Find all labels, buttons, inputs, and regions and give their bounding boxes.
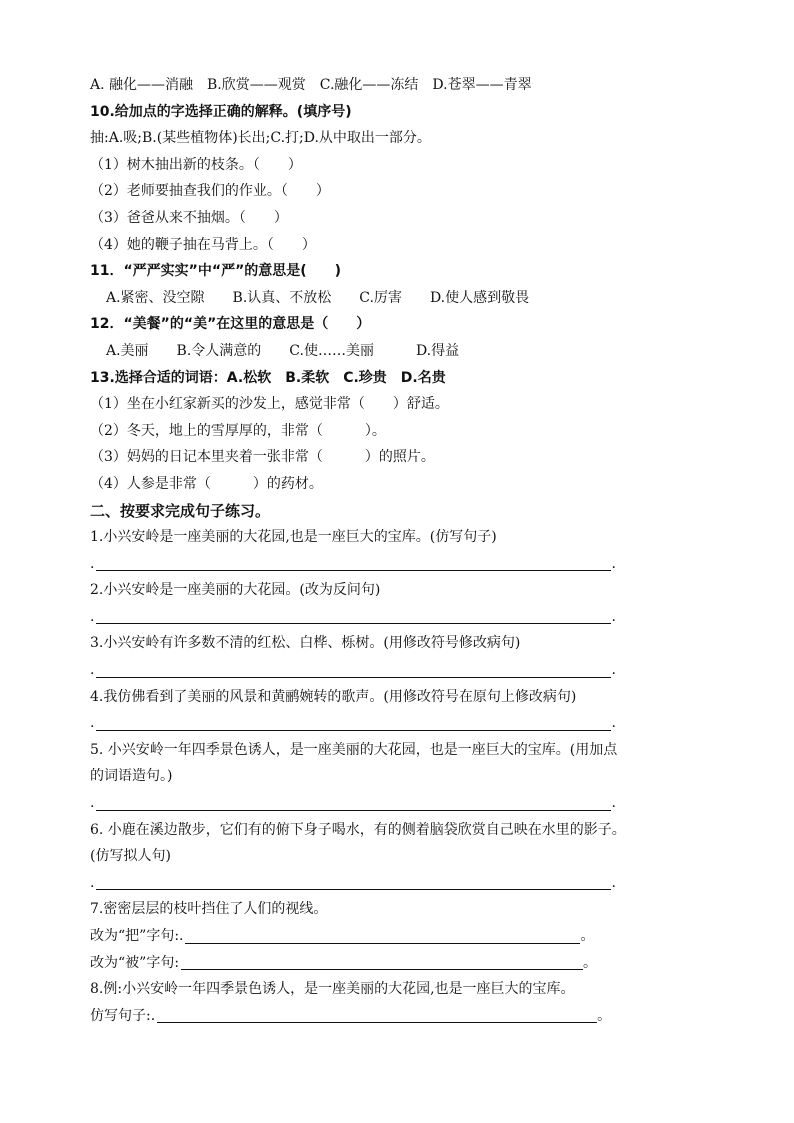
answer-line[interactable] xyxy=(96,712,611,731)
q13-item-2: （2）冬天，地上的雪厚厚的，非常（ ）。 xyxy=(90,422,386,439)
answer-line[interactable] xyxy=(96,792,611,811)
q13-item-3: （3）妈妈的日记本里夹着一张非常（ ）的照片。 xyxy=(90,449,435,466)
answer-line[interactable] xyxy=(185,925,580,944)
q9-options: A. 融化——消融 B.欣赏——观赏 C.融化——冻结 D.苍翠——青翠 xyxy=(90,77,532,93)
s2-answer-2[interactable]: . . xyxy=(90,604,720,631)
s2-answer-7-bei[interactable]: 改为“被”字句: 。 xyxy=(90,950,720,977)
q13-title: 13.选择合适的词语：A.松软 B.柔软 C.珍贵 D.名贵 xyxy=(90,369,446,386)
s2-answer-1[interactable]: . . xyxy=(90,551,720,578)
q10-title: 10.给加点的字选择正确的解释。(填序号) xyxy=(90,103,352,120)
q13-item-1: （1）坐在小红家新买的沙发上，感觉非常（ ）舒适。 xyxy=(90,396,449,413)
s2-item-7: 7.密密层层的枝叶挡住了人们的视线。 xyxy=(90,901,328,918)
s2-answer-7-ba[interactable]: 改为“把”字句:. 。 xyxy=(90,923,720,950)
s2-item-5: 5. 小兴安岭一年四季景色诱人，是一座美丽的大花园，也是一座巨大的宝库。(用加点 xyxy=(90,741,618,758)
s2-item-5-cont: 的词语造句。) xyxy=(90,768,173,785)
q10-item-2: （2）老师要抽查我们的作业。（ ） xyxy=(90,183,330,200)
q13-item-4: （4）人参是非常（ ）的药材。 xyxy=(90,475,323,492)
s2-item-3: 3.小兴安岭有许多数不清的红松、白桦、栎树。(用修改符号修改病句) xyxy=(90,635,521,652)
q10-definition: 抽:A.吸;B.(某些植物体)长出;C.打;D.从中取出一部分。 xyxy=(90,130,431,147)
answer-line[interactable] xyxy=(96,552,611,571)
answer-line[interactable] xyxy=(96,659,611,678)
s2-item-2: 2.小兴安岭是一座美丽的大花园。(改为反问句) xyxy=(90,582,381,599)
answer-line[interactable] xyxy=(181,951,583,970)
q10-item-1: （1）树木抽出新的枝条。（ ） xyxy=(90,156,302,173)
s2-answer-4[interactable]: . . xyxy=(90,710,720,737)
answer-line[interactable] xyxy=(96,605,611,624)
q12-title: 12．“美餐”的“美”在这里的意思是（ ） xyxy=(90,316,371,333)
worksheet-page xyxy=(90,72,720,1029)
s2-item-4: 4.我仿佛看到了美丽的风景和黄鹂婉转的歌声。(用修改符号在原句上修改病句) xyxy=(90,688,577,705)
q10-item-3: （3）爸爸从来不抽烟。（ ） xyxy=(90,209,288,226)
s2-answer-5[interactable]: . . xyxy=(90,790,720,817)
answer-line[interactable] xyxy=(157,1004,597,1023)
q12-options: A.美丽 B.令人满意的 C.使……美丽 D.得益 xyxy=(106,342,460,359)
section2-title: 二、按要求完成句子练习。 xyxy=(90,501,271,520)
s2-item-1: 1.小兴安岭是一座美丽的大花园,也是一座巨大的宝库。(仿写句子) xyxy=(90,529,497,546)
s2-item-8: 8.例:小兴安岭一年四季景色诱人，是一座美丽的大花园,也是一座巨大的宝库。 xyxy=(90,981,575,998)
s2-item-6: 6. 小鹿在溪边散步，它们有的俯下身子喝水，有的侧着脑袋欣赏自己映在水里的影子。 xyxy=(90,821,626,838)
q11-title: 11．“严严实实”中“严”的意思是( ) xyxy=(90,263,342,280)
q10-item-4: （4）她的鞭子抽在马背上。（ ） xyxy=(90,236,316,253)
q11-options: A.紧密、没空隙 B.认真、不放松 C.厉害 D.使人感到敬畏 xyxy=(106,289,530,306)
s2-answer-6[interactable]: . . xyxy=(90,870,720,897)
s2-answer-8[interactable]: 仿写句子:. 。 xyxy=(90,1003,720,1030)
s2-item-6-cont: (仿写拟人句) xyxy=(90,848,171,865)
answer-line[interactable] xyxy=(96,871,611,890)
s2-answer-3[interactable]: . . xyxy=(90,657,720,684)
